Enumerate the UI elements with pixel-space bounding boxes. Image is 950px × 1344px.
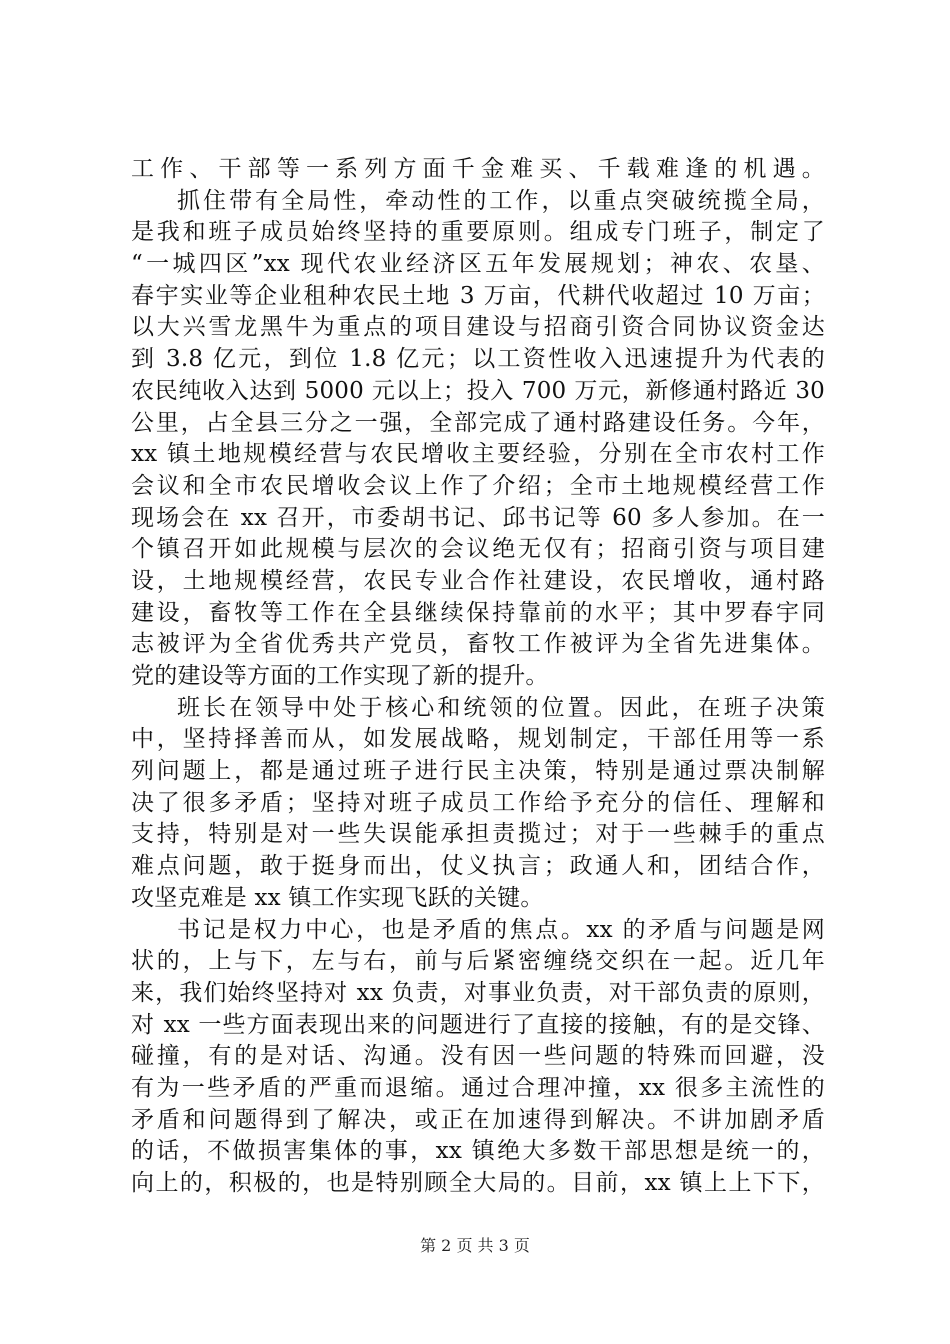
paragraph-start-line: 抓住带有全局性，牵动性的工作，以重点突破统揽全局， xyxy=(177,187,825,214)
text-line: 的话，不做损害集体的事，xx 镇绝大多数干部思想是统一的， xyxy=(131,1138,825,1165)
page-number-label: 第 2 页 共 3 页 xyxy=(420,1236,530,1255)
text-line: 难点问题，敢于挺身而出，仗义执言；政通人和，团结合作， xyxy=(131,853,825,880)
text-line: 个镇召开如此规模与层次的会议绝无仅有；招商引资与项目建 xyxy=(131,536,825,563)
text-line: 决了很多矛盾；坚持对班子成员工作给予充分的信任、理解和 xyxy=(131,789,825,816)
text-line: 矛盾和问题得到了解决，或正在加速得到解决。不讲加剧矛盾 xyxy=(131,1106,825,1133)
text-line: 向上的，积极的，也是特别顾全大局的。目前，xx 镇上上下下， xyxy=(131,1170,825,1196)
text-line: 来，我们始终坚持对 xx 负责，对事业负责，对干部负责的原则， xyxy=(131,979,825,1006)
text-line: 是我和班子成员始终坚持的重要原则。组成专门班子，制定了 xyxy=(131,219,825,246)
text-line: 支持，特别是对一些失误能承担责揽过；对于一些棘手的重点 xyxy=(131,821,825,848)
text-line: 春宇实业等企业租种农民土地 3 万亩，代耕代收超过 10 万亩； xyxy=(131,282,825,309)
text-line: 对 xx 一些方面表现出来的问题进行了直接的接触，有的是交锋、 xyxy=(131,1011,825,1038)
paragraph-start-line: 班长在领导中处于核心和统领的位置。因此，在班子决策 xyxy=(177,694,825,721)
document-body xyxy=(131,154,825,1200)
text-line: 状的，上与下，左与右，前与后紧密缠绕交织在一起。近几年 xyxy=(131,948,825,975)
text-line: 志被评为全省优秀共产党员，畜牧工作被评为全省先进集体。 xyxy=(131,631,825,658)
text-line: “一城四区”xx 现代农业经济区五年发展规划；神农、农垦、 xyxy=(131,251,825,278)
text-line: 工作、干部等一系列方面千金难买、千载难逢的机遇。 xyxy=(131,156,825,182)
paragraph-end-line: 攻坚克难是 xx 镇工作实现飞跃的关键。 xyxy=(131,884,544,911)
text-line: 农民纯收入达到 5000 元以上；投入 700 万元，新修通村路近 30 xyxy=(131,377,825,404)
text-line: 公里，占全县三分之一强，全部完成了通村路建设任务。今年， xyxy=(131,409,825,436)
paragraph-end-line: 党的建设等方面的工作实现了新的提升。 xyxy=(131,663,549,689)
page-footer xyxy=(0,1236,950,1256)
text-line: 建设，畜牧等工作在全县继续保持靠前的水平；其中罗春宇同 xyxy=(131,599,825,626)
text-line: xx 镇土地规模经营与农民增收主要经验，分别在全市农村工作 xyxy=(131,441,825,468)
text-line: 有为一些矛盾的严重而退缩。通过合理冲撞，xx 很多主流性的 xyxy=(131,1074,825,1101)
text-line: 设，土地规模经营，农民专业合作社建设，农民增收，通村路 xyxy=(131,567,825,594)
text-line: 现场会在 xx 召开，市委胡书记、邱书记等 60 多人参加。在一 xyxy=(131,504,825,531)
paragraph-start-line: 书记是权力中心，也是矛盾的焦点。xx 的矛盾与问题是网 xyxy=(177,916,825,943)
text-line: 碰撞，有的是对话、沟通。没有因一些问题的特殊而回避，没 xyxy=(131,1043,825,1070)
text-line: 以大兴雪龙黑牛为重点的项目建设与招商引资合同协议资金达 xyxy=(131,314,825,341)
text-line: 列问题上，都是通过班子进行民主决策，特别是通过票决制解 xyxy=(131,758,825,785)
text-line: 到 3.8 亿元，到位 1.8 亿元；以工资性收入迅速提升为代表的 xyxy=(131,346,825,373)
text-line: 会议和全市农民增收会议上作了介绍；全市土地规模经营工作 xyxy=(131,472,825,499)
text-line: 中，坚持择善而从，如发展战略，规划制定，干部任用等一系 xyxy=(131,726,825,753)
